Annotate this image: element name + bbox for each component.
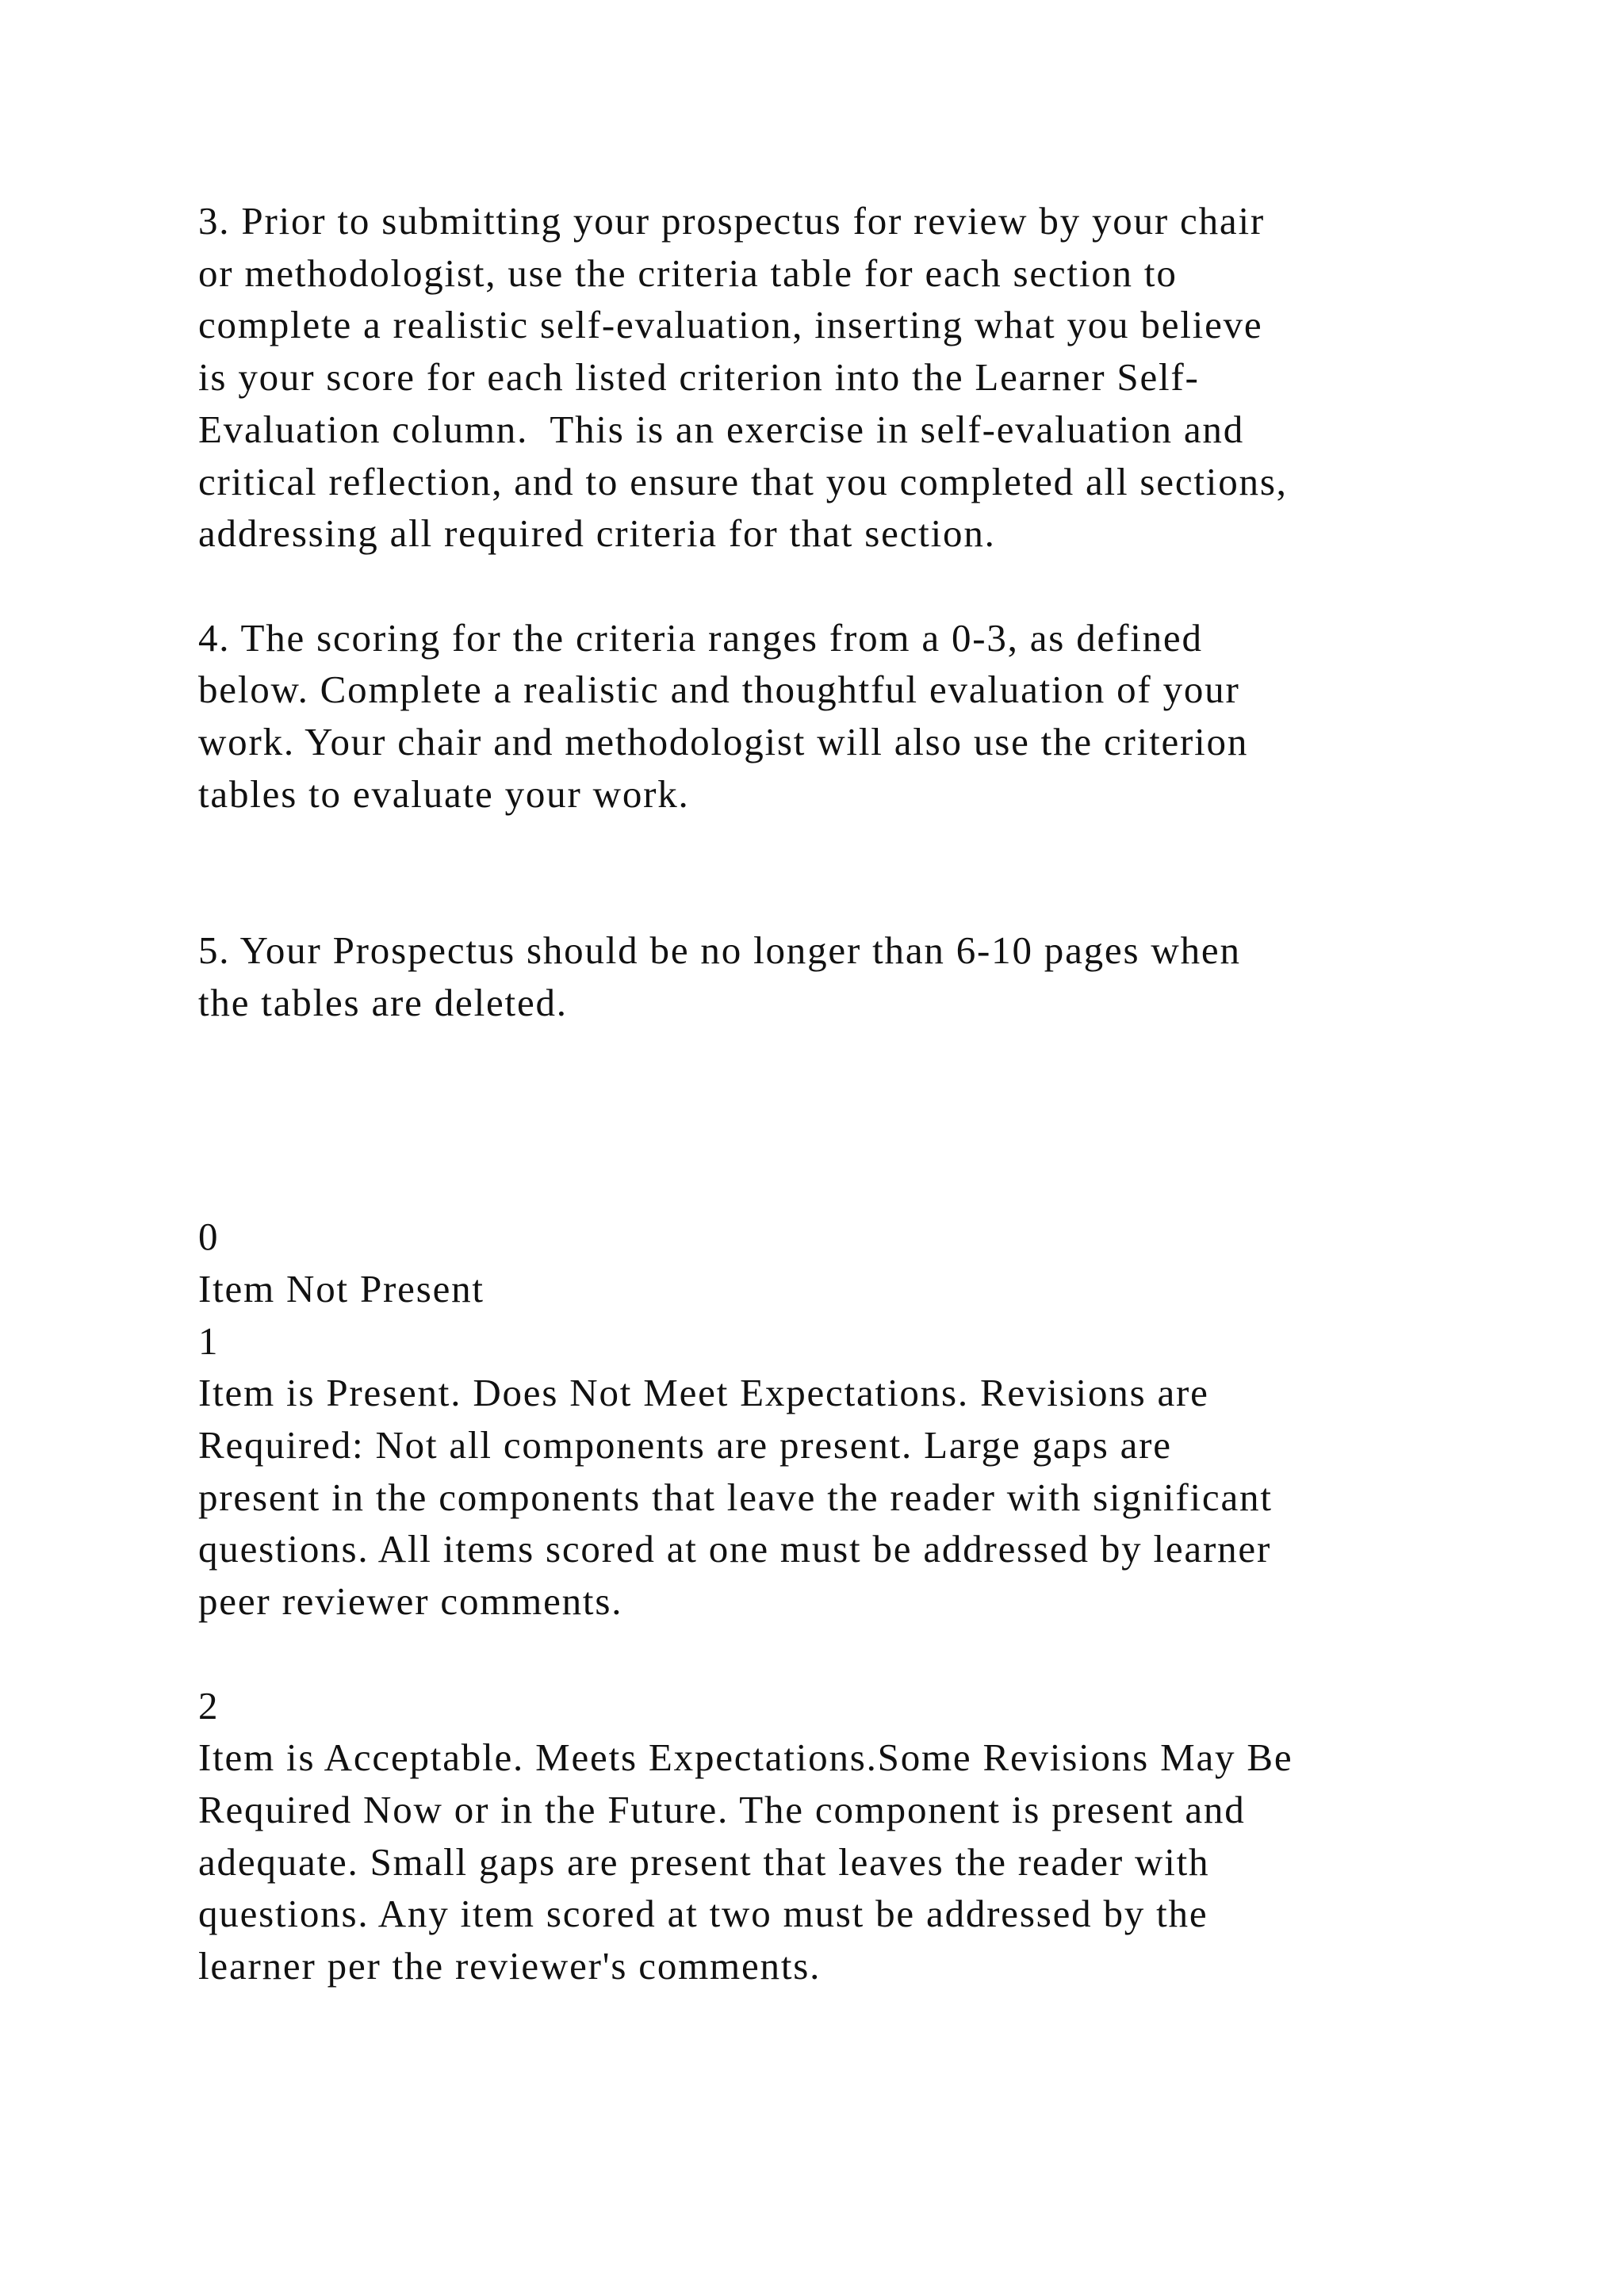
rating-description: questions. All items scored at one must be addressed by learner xyxy=(198,1527,1272,1571)
text-line: addressing all required criteria for that section. xyxy=(198,511,996,556)
text-line: or methodologist, use the criteria table for each section to xyxy=(198,251,1178,295)
rating-description: adequate. Small gaps are present that leaves the reader with xyxy=(198,1839,1210,1884)
text-line: 3. Prior to submitting your prospectus for review by your chair xyxy=(198,199,1265,243)
rating-description: learner per the reviewer's comments. xyxy=(198,1944,822,1988)
rating-score: 0 xyxy=(198,1215,218,1259)
rating-description: questions. Any item scored at two must be addressed by the xyxy=(198,1892,1208,1936)
rating-spacer xyxy=(198,1628,1467,1680)
text-line: below. Complete a realistic and thoughtful evaluation of your xyxy=(198,668,1240,712)
rating-0 xyxy=(198,1211,1467,1314)
text-line: 4. The scoring for the criteria ranges from a 0-3, as defined xyxy=(198,615,1203,660)
instruction-item-5 xyxy=(198,924,1467,1028)
text-line: critical reflection, and to ensure that you completed all sections, xyxy=(198,459,1288,503)
text-line: work. Your chair and methodologist will also use the criterion xyxy=(198,720,1249,764)
rating-scale xyxy=(198,1211,1467,1992)
rating-2 xyxy=(198,1680,1467,1992)
rating-1 xyxy=(198,1315,1467,1628)
paragraph-spacer xyxy=(198,820,1467,924)
rating-description: Item Not Present xyxy=(198,1266,485,1311)
instruction-item-3 xyxy=(198,195,1467,560)
rating-description: present in the components that leave the reader with significant xyxy=(198,1475,1273,1519)
rating-description: peer reviewer comments. xyxy=(198,1579,623,1624)
rating-description: Required: Not all components are present. Large gaps are xyxy=(198,1423,1172,1468)
rating-description: Item is Present. Does Not Meet Expectations. Revisions are xyxy=(198,1371,1209,1415)
paragraph-spacer xyxy=(198,560,1467,612)
text-line: Evaluation column. This is an exercise in self-evaluation and xyxy=(198,407,1245,451)
rating-description: Item is Acceptable. Meets Expectations.Some Revisions May Be xyxy=(198,1735,1293,1780)
text-line: tables to evaluate your work. xyxy=(198,771,690,816)
text-line: complete a realistic self-evaluation, inserting what you believe xyxy=(198,303,1263,347)
document-page xyxy=(198,195,1467,1992)
section-spacer xyxy=(198,1028,1467,1211)
instruction-item-4 xyxy=(198,612,1467,821)
rating-description: Required Now or in the Future. The component is present and xyxy=(198,1787,1246,1831)
text-line: the tables are deleted. xyxy=(198,980,568,1024)
rating-score: 1 xyxy=(198,1318,218,1363)
rating-score: 2 xyxy=(198,1683,218,1728)
text-line: is your score for each listed criterion into the Learner Self- xyxy=(198,355,1200,400)
text-line: 5. Your Prospectus should be no longer than 6-10 pages when xyxy=(198,928,1241,972)
